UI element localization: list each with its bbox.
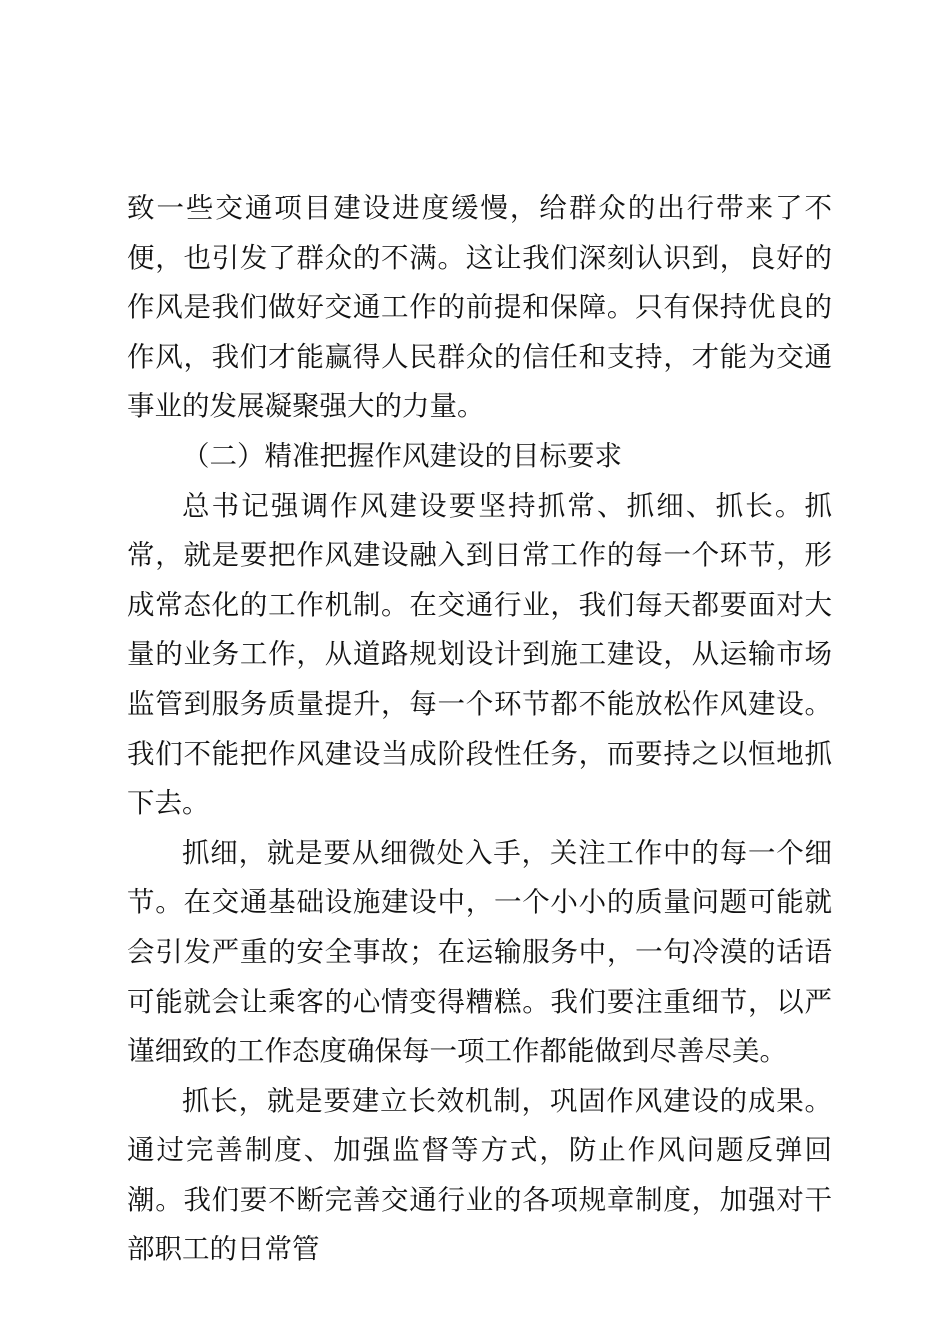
document-body: [127, 184, 832, 1275]
paragraph-grasp-long-term: 抓长，就是要建立长效机制，巩固作风建设的成果。通过完善制度、加强监督等方式，防止作风问题反弹回潮。我们要不断完善交通行业的各项规章制度，加强对干部职工的日常管: [127, 1084, 832, 1266]
paragraph-grasp-regular: 总书记强调作风建设要坚持抓常、抓细、抓长。抓常，就是要把作风建设融入到日常工作的每一个环节，形成常态化的工作机制。在交通行业，我们每天都要面对大量的业务工作，从道路规划设计到施工建设，从运输市场监管到服务质量提升，每一个环节都不能放松作风建设。我们不能把作风建设当成阶段性任务，而要持之以恒地抓下去。: [127, 489, 832, 820]
section-heading: （二）精准把握作风建设的目标要求: [182, 439, 622, 472]
paragraph-grasp-detail: 抓细，就是要从细微处入手，关注工作中的每一个细节。在交通基础设施建设中，一个小小的质量问题可能就会引发严重的安全事故；在运输服务中，一句冷漠的话语可能就会让乘客的心情变得糟糕。我们要注重细节，以严谨细致的工作态度确保每一项工作都能做到尽善尽美。: [127, 836, 832, 1068]
paragraph-continuation: 致一些交通项目建设进度缓慢，给群众的出行带来了不便，也引发了群众的不满。这让我们深刻认识到，良好的作风是我们做好交通工作的前提和保障。只有保持优良的作风，我们才能赢得人民群众的信任和支持，才能为交通事业的发展凝聚强大的力量。: [127, 192, 832, 423]
